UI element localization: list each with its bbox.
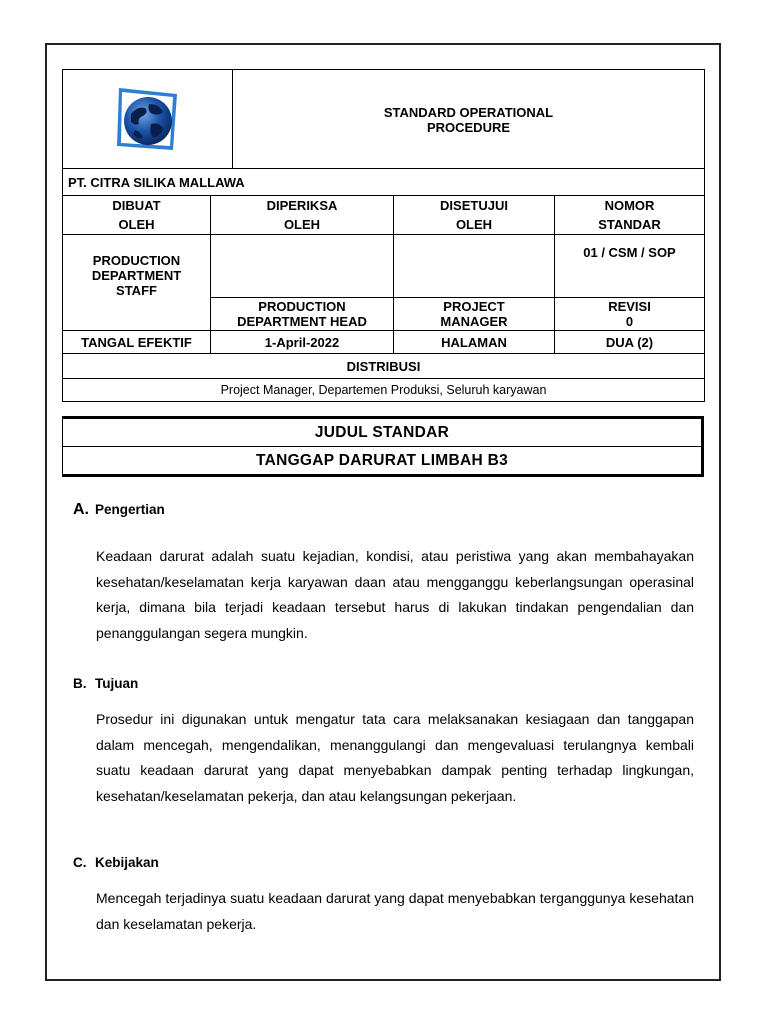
checked-by-value: PRODUCTION DEPARTMENT HEAD bbox=[211, 298, 394, 331]
section-a-body: Keadaan darurat adalah suatu kejadian, kondisi, atau peristiwa yang akan membahayakan kesehatan/keselamatan kerja karyawan daan atau mengganggu keberlangsungan operasinal kerja, dimana bila terjadi keadaan tersebut harus di lakukan tindakan pengendalian dan penanggulangan segera mungkin. bbox=[96, 548, 694, 642]
logo-cell bbox=[63, 70, 233, 169]
section-b-heading: B. Tujuan bbox=[73, 676, 139, 691]
effective-date-label: TANGAL EFEKTIF bbox=[63, 331, 211, 354]
column-made-by: DIBUAT OLEH bbox=[63, 196, 211, 235]
approved-by-value: PROJECT MANAGER bbox=[394, 298, 555, 331]
section-c-heading: C. Kebijakan bbox=[73, 855, 159, 870]
made-by-value: PRODUCTION DEPARTMENT STAFF bbox=[63, 235, 211, 331]
section-b-body: Prosedur ini digunakan untuk mengatur tata cara melaksanakan kesiagaan dan tanggapan dalam mencegah, mengendalikan, menanggulangi dan mengevaluasi terulangnya kembali suatu keadaan darurat yang dapat menyebabkan dampak penting terhadap lingkungan, kesehatan/keselamatan pekerja, dan atau kelangsungan pekerjaan. bbox=[96, 711, 694, 805]
standard-title-table bbox=[62, 416, 704, 477]
sop-header-table bbox=[62, 69, 705, 402]
column-approved-by: DISETUJUI OLEH bbox=[394, 196, 555, 235]
distribution-value: Project Manager, Departemen Produksi, Seluruh karyawan bbox=[63, 379, 705, 402]
effective-date-value: 1-April-2022 bbox=[211, 331, 394, 354]
section-a-heading: A. Pengertian bbox=[73, 501, 165, 518]
standard-title-label: JUDUL STANDAR bbox=[63, 418, 703, 447]
standard-number-value: 01 / CSM / SOP bbox=[555, 235, 705, 298]
section-c-body: Mencegah terjadinya suatu keadaan darurat yang dapat menyebabkan terganggunya kesehatan dan keselamatan pekerja. bbox=[96, 890, 694, 932]
globe-logo-icon bbox=[115, 84, 181, 154]
distribution-label: DISTRIBUSI bbox=[63, 354, 705, 379]
checked-by-signature bbox=[211, 235, 394, 298]
page-label: HALAMAN bbox=[394, 331, 555, 354]
page-value: DUA (2) bbox=[555, 331, 705, 354]
document-title: STANDARD OPERATIONAL PROCEDURE bbox=[233, 70, 705, 169]
standard-title-value: TANGGAP DARURAT LIMBAH B3 bbox=[63, 447, 703, 476]
company-name: PT. CITRA SILIKA MALLAWA bbox=[63, 169, 705, 196]
column-standard-number: NOMOR STANDAR bbox=[555, 196, 705, 235]
column-checked-by: DIPERIKSA OLEH bbox=[211, 196, 394, 235]
revision-cell: REVISI 0 bbox=[555, 298, 705, 331]
approved-by-signature bbox=[394, 235, 555, 298]
